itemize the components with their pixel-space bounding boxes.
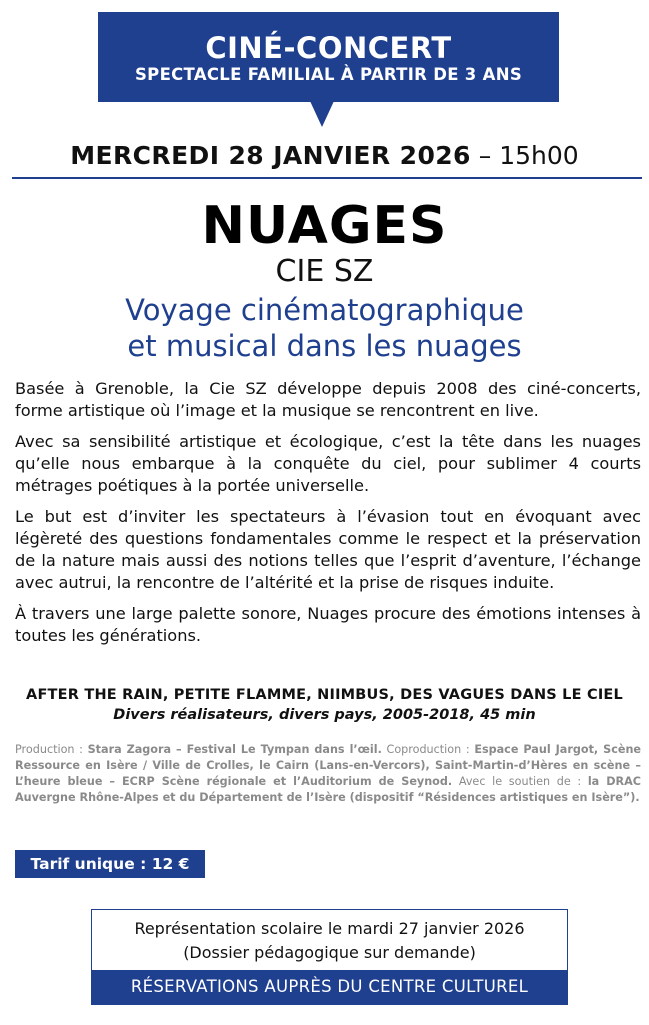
event-audience-subtitle: SPECTACLE FAMILIAL À PARTIR DE 3 ANS (135, 65, 522, 84)
price-badge: Tarif unique : 12 € (15, 850, 205, 878)
event-type-title: CINÉ-CONCERT (205, 31, 452, 65)
event-day: MERCREDI 28 JANVIER 2026 (70, 141, 471, 170)
description-paragraph: Avec sa sensibilité artistique et écologique, c’est la tête dans les nuages qu’elle nous embarque à la conquête du ciel, pour sublimer 4 courts métrages poétiques à la portée universelle. (15, 432, 641, 495)
date-separator: – (470, 141, 500, 170)
production-value: Stara Zagora – Festival Le Tympan dans l’œil. (87, 743, 382, 756)
teaching-file-line: (Dossier pédagogique sur demande) (183, 943, 476, 962)
description-paragraph: Le but est d’inviter les spectateurs à l’évasion tout en évoquant avec légèreté des questions fondamentales comme le respect et la préservation de la nature mais aussi des notions telles que l’esprit d’aventure, l’échange avec autrui, la rencontre de l’altérité et la prise de risques induite. (15, 507, 641, 592)
event-date (0, 140, 649, 172)
school-performance-line: Représentation scolaire le mardi 27 janvier 2026 (134, 919, 525, 938)
reservation-bar: RÉSERVATIONS AUPRÈS DU CENTRE CULTUREL (92, 970, 567, 1004)
school-info-box (91, 909, 568, 1005)
film-details: Divers réalisateurs, divers pays, 2005-2018, 45 min (113, 707, 536, 723)
film-titles: AFTER THE RAIN, PETITE FLAMME, NIIMBUS, DES VAGUES DANS LE CIEL (26, 687, 623, 703)
divider-line (12, 177, 642, 179)
coproduction-label: Coproduction : (381, 743, 475, 756)
description-paragraph: Basée à Grenoble, la Cie SZ développe depuis 2008 des ciné-concerts, forme artistique où l’image et la musique se rencontrent en live. (15, 379, 641, 420)
description-paragraph: À travers une large palette sonore, Nuages procure des émotions intenses à toutes les générations. (15, 604, 641, 645)
event-time: 15h00 (499, 141, 579, 170)
banner-pointer (310, 101, 334, 127)
support-value: la DRAC Auvergne Rhône-Alpes et du Département de l’Isère (dispositif “Résidences artistiques en Isère”). (15, 775, 641, 804)
show-description (15, 378, 641, 656)
production-label: Production : (15, 743, 88, 756)
company-name: CIE SZ (275, 254, 374, 289)
production-credits (15, 742, 641, 806)
event-type-banner (98, 12, 559, 102)
show-tagline (0, 292, 649, 364)
show-tagline-line1: Voyage cinématographique (125, 293, 524, 327)
show-title: NUAGES (201, 196, 448, 256)
support-label: Avec le soutien de : (452, 775, 588, 788)
coproduction-value: Espace Paul Jargot, Scène Ressource en Isère / Ville de Crolles, le Cairn (Lans-en-Vercors), Saint-Martin-d’Hères en scène – L’heure bleue – ECRP Scène régionale et l’Auditorium de Seynod. (15, 743, 641, 788)
show-tagline-line2: et musical dans les nuages (127, 329, 522, 363)
